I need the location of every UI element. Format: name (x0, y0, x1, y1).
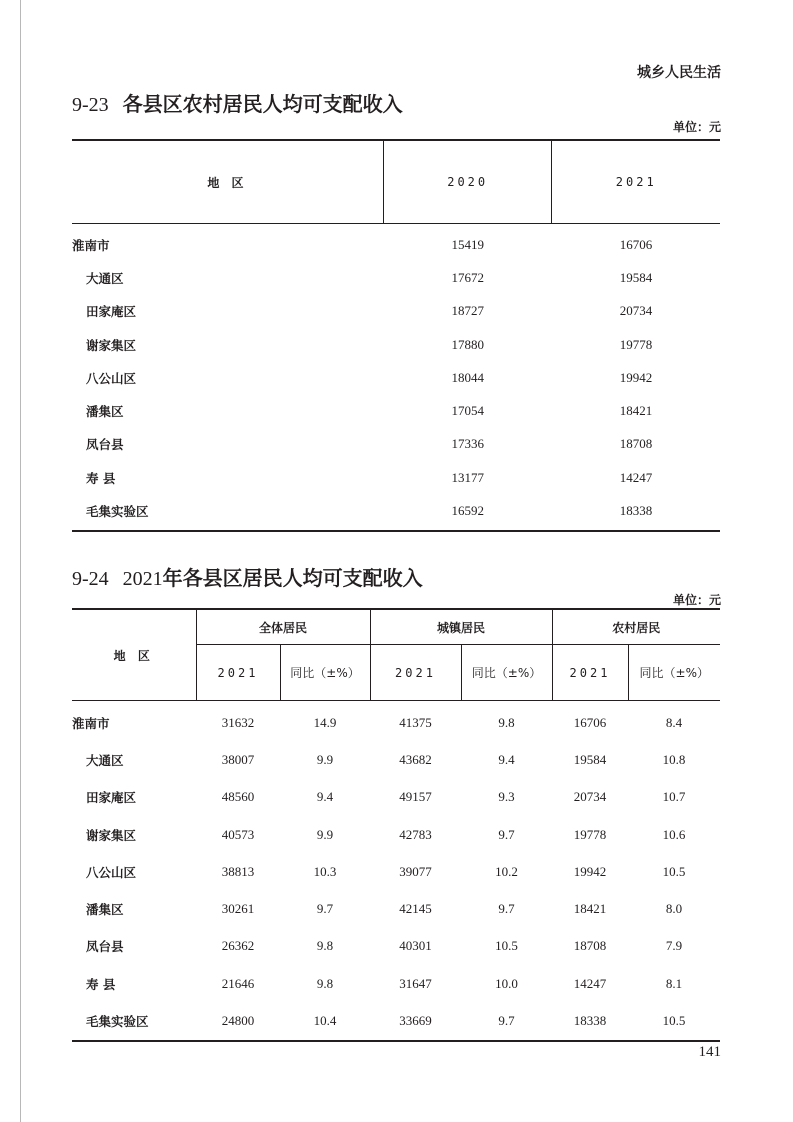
urban-yoy-cell: 10.0 (495, 975, 518, 991)
table-row (72, 361, 720, 394)
header-2021: 2021 (552, 140, 720, 224)
header-region: 地 区 (72, 609, 196, 701)
table-row (72, 328, 720, 361)
urban-yoy-cell: 9.7 (498, 1013, 515, 1029)
header-all-yoy: 同比（±%） (280, 645, 370, 701)
table2-title (72, 562, 423, 591)
all-2021-cell: 30261 (221, 901, 255, 917)
table2-title-text: 年各县区居民人均可支配收入 (162, 566, 423, 590)
urban-yoy-cell: 9.7 (498, 901, 515, 917)
rural-yoy-cell: 7.9 (665, 938, 683, 954)
header-urban-yoy: 同比（±%） (461, 645, 552, 701)
table-row (72, 965, 720, 1002)
value-2021-cell: 18338 (619, 503, 653, 519)
urban-2021-cell: 33669 (399, 1013, 432, 1029)
value-2020-cell: 18044 (451, 369, 484, 385)
rural-yoy-cell: 10.5 (662, 863, 686, 879)
table-row (72, 461, 720, 494)
table-row (72, 701, 720, 742)
all-2021-cell: 40573 (221, 826, 255, 842)
table2-unit: 单位：元 (672, 593, 721, 607)
all-2021-cell: 31632 (221, 714, 255, 730)
rural-yoy-cell: 10.7 (662, 789, 686, 805)
urban-2021-cell: 42145 (399, 901, 432, 917)
urban-2021-cell: 42783 (399, 826, 432, 842)
urban-2021-cell: 43682 (399, 751, 432, 767)
value-2021-cell: 16706 (619, 236, 653, 252)
urban-2021-cell: 49157 (399, 789, 432, 805)
header-rural-residents: 农村居民 (552, 609, 720, 645)
rural-2021-cell: 18338 (573, 1013, 607, 1029)
region-cell: 潘集区 (86, 902, 124, 918)
header-urban-2021: 2021 (370, 645, 461, 701)
rural-yoy-cell: 8.0 (665, 901, 683, 917)
all-2021-cell: 24800 (221, 1013, 255, 1029)
header-rural-2021: 2021 (552, 645, 628, 701)
table1-title-text: 各县区农村居民人均可支配收入 (122, 92, 403, 116)
urban-yoy-cell: 10.2 (495, 863, 518, 879)
rural-yoy-cell: 8.1 (665, 975, 683, 991)
value-2020-cell: 17336 (451, 436, 484, 452)
all-yoy-cell: 9.8 (316, 975, 334, 991)
region-cell: 淮南市 (72, 715, 110, 731)
urban-2021-cell: 40301 (399, 938, 432, 954)
urban-2021-cell: 41375 (399, 714, 432, 730)
value-2021-cell: 20734 (619, 303, 653, 319)
header-2020: 2020 (383, 140, 552, 224)
header-urban-residents: 城镇居民 (370, 609, 552, 645)
all-2021-cell: 21646 (221, 975, 255, 991)
value-2020-cell: 18727 (451, 303, 484, 319)
region-cell: 凤台县 (86, 939, 124, 955)
region-cell: 寿 县 (86, 470, 116, 486)
urban-2021-cell: 39077 (399, 863, 432, 879)
value-2021-cell: 19584 (619, 269, 653, 285)
value-2020-cell: 13177 (451, 469, 484, 485)
table1 (72, 139, 720, 532)
region-cell: 毛集实验区 (86, 504, 149, 520)
value-2020-cell: 16592 (451, 503, 484, 519)
page-edge-line (20, 0, 21, 1122)
region-cell: 大通区 (86, 752, 124, 768)
all-yoy-cell: 14.9 (313, 714, 337, 730)
rural-2021-cell: 16706 (573, 714, 607, 730)
value-2021-cell: 19942 (619, 369, 653, 385)
urban-yoy-cell: 9.7 (498, 826, 515, 842)
all-2021-cell: 48560 (221, 789, 255, 805)
region-cell: 毛集实验区 (86, 1014, 149, 1030)
header-all-2021: 2021 (196, 645, 280, 701)
value-2021-cell: 18708 (619, 436, 653, 452)
region-cell: 寿 县 (86, 976, 116, 992)
table1-number: 9-23 (72, 94, 109, 116)
table-row (72, 428, 720, 461)
region-cell: 大通区 (86, 270, 124, 286)
header-all-residents: 全体居民 (196, 609, 370, 645)
all-yoy-cell: 9.4 (316, 789, 334, 805)
rural-yoy-cell: 8.4 (665, 714, 683, 730)
all-2021-cell: 26362 (221, 938, 255, 954)
table-row (72, 295, 720, 328)
rural-2021-cell: 18421 (573, 901, 607, 917)
all-yoy-cell: 9.9 (316, 751, 334, 767)
rural-2021-cell: 14247 (573, 975, 607, 991)
rural-yoy-cell: 10.5 (662, 1013, 686, 1029)
rural-2021-cell: 19778 (573, 826, 607, 842)
urban-2021-cell: 31647 (399, 975, 432, 991)
table-row (72, 494, 720, 530)
page-number: 141 (698, 1044, 721, 1060)
region-cell: 潘集区 (86, 404, 124, 420)
table-row (72, 779, 720, 816)
table2 (72, 608, 720, 1042)
rural-2021-cell: 19584 (573, 751, 607, 767)
value-2021-cell: 19778 (619, 336, 653, 352)
table1-unit: 单位：元 (672, 120, 721, 134)
table1-header-row (72, 140, 720, 224)
table2-number: 9-24 (72, 568, 109, 590)
region-cell: 八公山区 (86, 864, 137, 880)
table1-title (72, 88, 403, 117)
rural-yoy-cell: 10.8 (662, 751, 686, 767)
rural-yoy-cell: 10.6 (662, 826, 686, 842)
urban-yoy-cell: 9.8 (498, 714, 515, 730)
all-2021-cell: 38813 (221, 863, 255, 879)
all-yoy-cell: 9.9 (316, 826, 334, 842)
table-row (72, 816, 720, 853)
region-cell: 谢家集区 (86, 337, 137, 353)
region-cell: 八公山区 (86, 370, 137, 386)
table2-title-year: 2021 (122, 568, 163, 590)
urban-yoy-cell: 10.5 (495, 938, 518, 954)
value-2020-cell: 17672 (451, 269, 484, 285)
value-2020-cell: 15419 (451, 236, 484, 252)
value-2020-cell: 17054 (451, 403, 484, 419)
value-2020-cell: 17880 (451, 336, 484, 352)
region-cell: 凤台县 (86, 437, 124, 453)
table-row (72, 928, 720, 965)
region-cell: 田家庵区 (86, 790, 137, 806)
table-row (72, 853, 720, 890)
rural-2021-cell: 19942 (573, 863, 607, 879)
all-2021-cell: 38007 (221, 751, 255, 767)
table-row (72, 394, 720, 427)
region-cell: 淮南市 (72, 237, 110, 253)
all-yoy-cell: 10.3 (313, 863, 337, 879)
header-rural-yoy: 同比（±%） (628, 645, 720, 701)
all-yoy-cell: 10.4 (313, 1013, 337, 1029)
table2-header-row-1 (72, 609, 720, 645)
value-2021-cell: 14247 (619, 469, 653, 485)
value-2021-cell: 18421 (619, 403, 653, 419)
table-row (72, 741, 720, 778)
table-row (72, 890, 720, 927)
region-cell: 谢家集区 (86, 827, 137, 843)
section-header: 城乡人民生活 (637, 65, 721, 81)
rural-2021-cell: 18708 (573, 938, 607, 954)
all-yoy-cell: 9.8 (316, 938, 334, 954)
rural-2021-cell: 20734 (573, 789, 607, 805)
table-row (72, 1002, 720, 1040)
table-row (72, 224, 720, 262)
region-cell: 田家庵区 (86, 304, 137, 320)
urban-yoy-cell: 9.3 (498, 789, 515, 805)
urban-yoy-cell: 9.4 (498, 751, 515, 767)
header-region: 地 区 (72, 140, 383, 224)
table-row (72, 261, 720, 294)
all-yoy-cell: 9.7 (316, 901, 334, 917)
